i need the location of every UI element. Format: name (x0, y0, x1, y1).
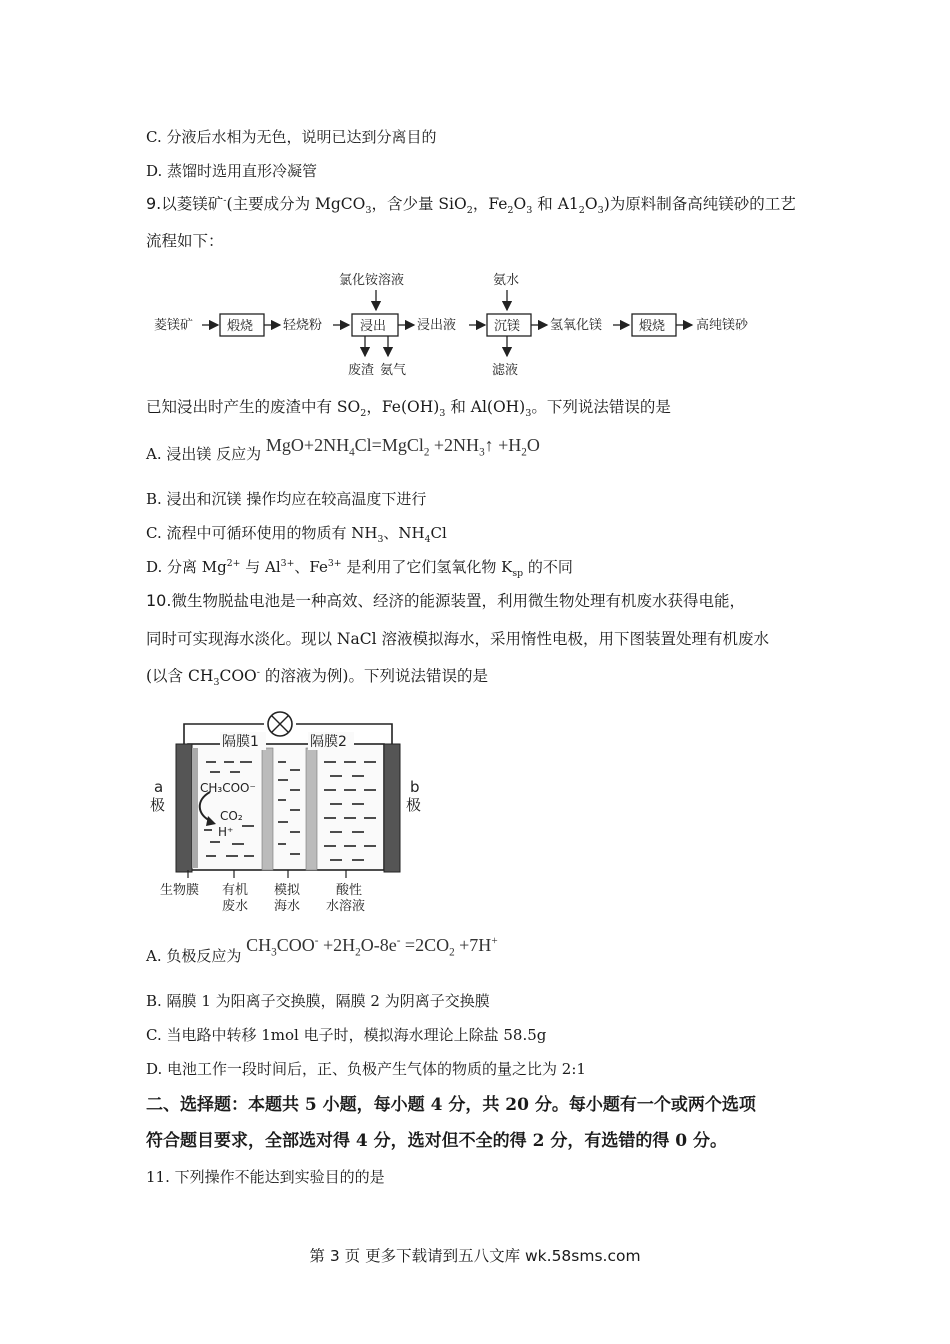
electrode-b-label: b (410, 778, 420, 796)
q10-option-b: B. 隔膜 1 为阳离子交换膜，隔膜 2 为阴离子交换膜 (146, 992, 490, 1010)
q9-option-d: D. 分离 $Mg^{2+}$ 与 $Al^{3+}$、$Fe^{3+}$ 是利用了它们氢氧化物 $K_{sp}$ 的不同 (146, 558, 573, 579)
q10-option-a: A. 负极反应为 $CH_3COO^- +2H_2O-8e^- =2CO_2 +7H^+$ (146, 935, 498, 965)
flow-raw: 菱镁矿 (154, 318, 194, 333)
flow-reagent2: 氨水 (493, 273, 520, 288)
species-hplus: H⁺ (218, 825, 234, 839)
flow-mid3: 氢氧化镁 (550, 318, 603, 333)
label-acid-1: 酸性 (336, 883, 363, 898)
q9-stem: 9.以菱镁矿-(主要成分为 MgCO$_3$，含少量 SiO$_2$，$Fe_2O_3$ 和 $A1_2O_3$)为原料制备高纯镁砂的工艺 (146, 194, 796, 217)
q9-number: 9. (146, 194, 162, 213)
q9-option-b: B. 浸出和沉镁 操作均应在较高温度下进行 (146, 490, 427, 508)
q10-stem-line3: (以含 $CH_3COO^-$ 的溶液为例)。下列说法错误的是 (146, 666, 488, 689)
electrode-a (176, 744, 192, 872)
q9-stem-line2: 流程如下： (146, 232, 224, 250)
electrode-b-char: 极 (406, 796, 422, 814)
section2-heading-line1: 二、选择题：本题共 5 小题，每小题 4 分，共 20 分。每小题有一个或两个选项 (146, 1095, 756, 1115)
flow-mid2: 浸出液 (417, 318, 457, 333)
q10-number: 10. (146, 591, 172, 610)
flow-out1: 废渣 (348, 363, 375, 378)
species-co2: CO₂ (220, 809, 243, 823)
page-footer: 第 3 页 更多下载请到五八文库 wk.58sms.com (309, 1247, 641, 1265)
q10-option-d: D. 电池工作一段时间后，正、负极产生气体的物质的量之比为 2:1 (146, 1060, 586, 1078)
flow-out3: 滤液 (492, 363, 519, 378)
membrane-1 (262, 748, 273, 870)
membrane-2 (306, 748, 317, 870)
q9-option-a: A. 浸出镁 反应为 $MgO+2NH_4Cl=MgCl_2$ $+2NH_3↑ +H_2O$ (146, 435, 540, 463)
q10-option-a-formula: $CH_3COO^- +2H_2O-8e^- =2CO_2 +7H^+$ (246, 935, 498, 959)
electrode-a-label: a (154, 778, 164, 796)
label-acid-2: 水溶液 (326, 899, 366, 914)
label-organic-2: 废水 (222, 899, 249, 914)
biofilm (192, 748, 198, 868)
q9-known: 已知浸出时产生的废渣中有 $SO_2$，$Fe(OH)_3$ 和 $Al(OH)_3$。下列说法错误的是 (146, 398, 671, 420)
section2-heading-line2: 符合题目要求，全部选对得 4 分，选对但不全的得 2 分，有选错的得 0 分。 (146, 1131, 727, 1151)
flow-step3: 沉镁 (494, 319, 521, 334)
flow-step2: 浸出 (360, 319, 387, 334)
flow-product: 高纯镁砂 (696, 318, 749, 333)
flow-mid1: 轻烧粉 (283, 318, 323, 333)
q10-cell-diagram (146, 704, 426, 914)
label-seawater-2: 海水 (274, 899, 301, 914)
q10-option-c: C. 当电路中转移 1mol 电子时，模拟海水理论上除盐 58.5g (146, 1026, 547, 1044)
label-seawater-1: 模拟 (274, 883, 301, 898)
q10-stem-line2: 同时可实现海水淡化。现以 NaCl 溶液模拟海水，采用惰性电极，用下图装置处理有机废水 (146, 630, 769, 648)
q9-option-c: C. 流程中可循环使用的物质有 $NH_3$、$NH_4Cl$ (146, 524, 447, 545)
cell-container (188, 744, 384, 870)
q9-option-a-formula: $MgO+2NH_4Cl=MgCl_2$ $+2NH_3↑ +H_2O$ (265, 435, 540, 459)
electrode-b (384, 744, 400, 872)
label-organic-1: 有机 (222, 883, 249, 898)
flow-step1: 煅烧 (227, 319, 254, 334)
flow-reagent1: 氯化铵溶液 (339, 273, 405, 288)
electrode-a-char: 极 (150, 796, 166, 814)
membrane-2-label: 隔膜2 (310, 734, 347, 750)
q10-stem-line1: 10.微生物脱盐电池是一种高效、经济的能源装置，利用微生物处理有机废水获得电能， (146, 591, 745, 610)
flow-step4: 煅烧 (639, 319, 666, 334)
species-acetate: CH₃COO⁻ (200, 781, 256, 795)
flow-out2: 氨气 (380, 363, 407, 378)
label-biofilm: 生物膜 (160, 883, 200, 898)
q8-option-c: C. 分液后水相为无色，说明已达到分离目的 (146, 128, 437, 146)
q8-option-d: D. 蒸馏时选用直形冷凝管 (146, 162, 318, 180)
membrane-1-label: 隔膜1 (222, 734, 259, 750)
q11-stem: 11. 下列操作不能达到实验目的的是 (146, 1168, 385, 1186)
q9-flow-diagram (146, 264, 796, 384)
